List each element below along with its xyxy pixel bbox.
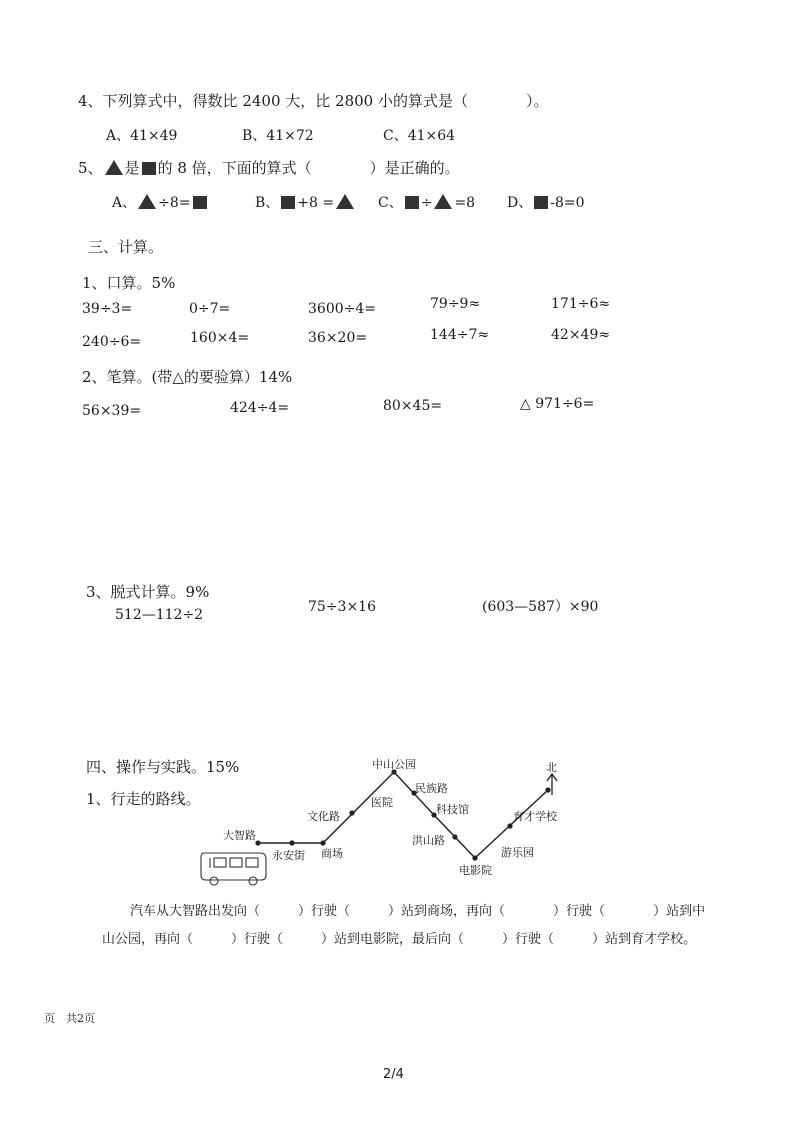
map-label-yucai: 育才学校	[513, 810, 557, 823]
section-4-title: 四、操作与实践。15%	[86, 758, 240, 776]
map-label-yongan: 永安街	[272, 849, 305, 862]
stop-yucai	[545, 787, 550, 792]
oral-calc-item: 42×49≈	[551, 327, 611, 343]
bus-icon	[201, 853, 266, 885]
stop-mall	[320, 840, 325, 845]
step-calc-item: (603—587）×90	[482, 599, 599, 615]
route-sentence-line-2: 山公园，再向（ ）行驶（ ）站到电影院，最后向（ ）行驶（ ）站到育才学校。	[102, 932, 697, 947]
oral-calc-item: 79÷9≈	[430, 296, 481, 312]
page-number: 2/4	[383, 1067, 404, 1082]
oral-calc-title: 1、口算。5%	[82, 274, 176, 292]
oral-calc-item: 160×4=	[190, 330, 250, 346]
page-note: 页 共2页	[44, 1012, 95, 1025]
stop-cinema	[472, 855, 477, 860]
written-calc-item: 80×45=	[383, 398, 443, 414]
q4-option-b: B、41×72	[242, 128, 314, 144]
written-calc-item: △ 971÷6=	[520, 396, 595, 412]
map-label-hongshan: 洪山路	[412, 834, 445, 847]
q4-option-c: C、41×64	[383, 128, 456, 144]
step-calc-title: 3、脱式计算。9%	[86, 583, 210, 601]
map-label-hospital: 医院	[371, 796, 393, 809]
step-calc-item: 75÷3×16	[308, 599, 376, 615]
question-4-close: ）。	[525, 92, 549, 110]
oral-calc-item: 36×20=	[308, 330, 368, 346]
question-4-text: 4、下列算式中，得数比 2400 大，比 2800 小的算式是（	[78, 92, 468, 110]
q5-option-c: C、 ÷ =8	[378, 195, 476, 211]
map-label-scitech: 科技馆	[436, 803, 469, 816]
q4-option-a: A、41×49	[106, 128, 178, 144]
q5-option-d: D、 -8=0	[507, 195, 585, 211]
route-title: 1、行走的路线。	[86, 790, 201, 808]
oral-calc-item: 0÷7=	[189, 301, 231, 317]
stop-amusement	[507, 823, 512, 828]
stop-hongshan	[452, 834, 457, 839]
written-calc-item: 424÷4=	[230, 400, 290, 416]
map-label-cinema: 电影院	[459, 864, 492, 877]
q5-option-b: B、 +8 =	[255, 192, 356, 212]
map-label-amusement: 游乐园	[501, 846, 534, 859]
question-5: 5、 是 的 8 倍，下面的算式（ ）是正确的。	[78, 159, 460, 177]
q5-option-a: A、 ÷8=	[112, 192, 209, 212]
oral-calc-item: 3600÷4=	[308, 301, 376, 317]
oral-calc-item: 144÷7≈	[430, 327, 490, 343]
stop-wenhua	[349, 810, 354, 815]
map-label-minzu: 民族路	[415, 782, 448, 795]
map-label-wenhua: 文化路	[307, 810, 340, 823]
map-label-north: 北	[546, 761, 557, 774]
oral-calc-item: 171÷6≈	[551, 296, 611, 312]
stop-yongan	[289, 840, 294, 845]
stop-dazhi	[255, 840, 260, 845]
section-3-title: 三、计算。	[88, 238, 164, 256]
oral-calc-item: 39÷3=	[82, 301, 133, 317]
written-calc-item: 56×39=	[82, 403, 142, 419]
route-sentence-line-1: 汽车从大智路出发向（ ）行驶（ ）站到商场，再向（ ）行驶（ ）站到中	[130, 904, 706, 919]
map-label-dazhi: 大智路	[223, 829, 256, 842]
written-calc-title: 2、笔算。(带△的要验算）14%	[82, 368, 293, 386]
map-label-park: 中山公园	[372, 758, 416, 771]
step-calc-item: 512—112÷2	[115, 607, 204, 623]
oral-calc-item: 240÷6=	[82, 334, 142, 350]
map-label-mall: 商场	[321, 847, 343, 860]
